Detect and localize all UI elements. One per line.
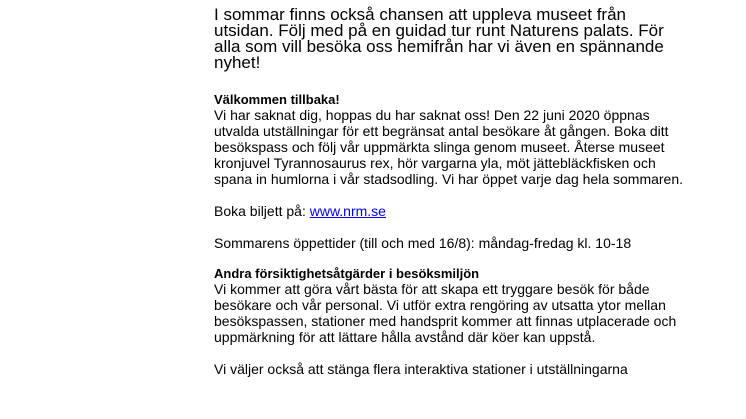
intro-paragraph: I sommar finns också chansen att uppleva museet från utsidan. Följ med på en guidad tur runt Naturens palats. För alla som vill besöka oss hemifrån har vi även en spännande nyhet! (214, 5, 664, 72)
spacer (214, 187, 684, 203)
welcome-paragraph: Vi har saknat dig, hoppas du har saknat oss! Den 22 juni 2020 öppnas utvalda utställningar för ett begränsat antal besökare åt gången. Boka ditt besökspass och följ vår uppmärkta slinga genom museet. Återse museet kronjuvel Tyrannosaurus rex, hör vargarna yla, möt jättebläckfisken och spana in humlorna i vår stadsodling. Vi har öppet varje dag hela sommaren. (214, 107, 684, 187)
document-body (214, 7, 684, 377)
precautions-paragraph-2: Vi väljer också att stänga flera interaktiva stationer i utställningarna (214, 361, 628, 377)
nrm-link[interactable]: www.nrm.se (309, 203, 386, 219)
booking-label: Boka biljett på: (214, 203, 310, 219)
welcome-heading: Välkommen tillbaka! (214, 92, 340, 107)
booking-line (214, 203, 684, 219)
spacer (214, 251, 684, 267)
opening-hours: Sommarens öppettider (till och med 16/8): måndag-fredag kl. 10-18 (214, 235, 632, 251)
spacer (214, 219, 684, 235)
precautions-heading: Andra försiktighetsåtgärder i besöksmiljön (214, 266, 480, 281)
spacer (214, 345, 684, 361)
precautions-paragraph: Vi kommer att göra vårt bästa för att skapa ett tryggare besök för både besökare och vår personal. Vi utför extra rengöring av utsatta ytor mellan besökspassen, stationer med handsprit kommer att finnas utplacerade och uppmärkning för att lättare hålla avstånd där köer kan uppstå. (214, 281, 677, 345)
